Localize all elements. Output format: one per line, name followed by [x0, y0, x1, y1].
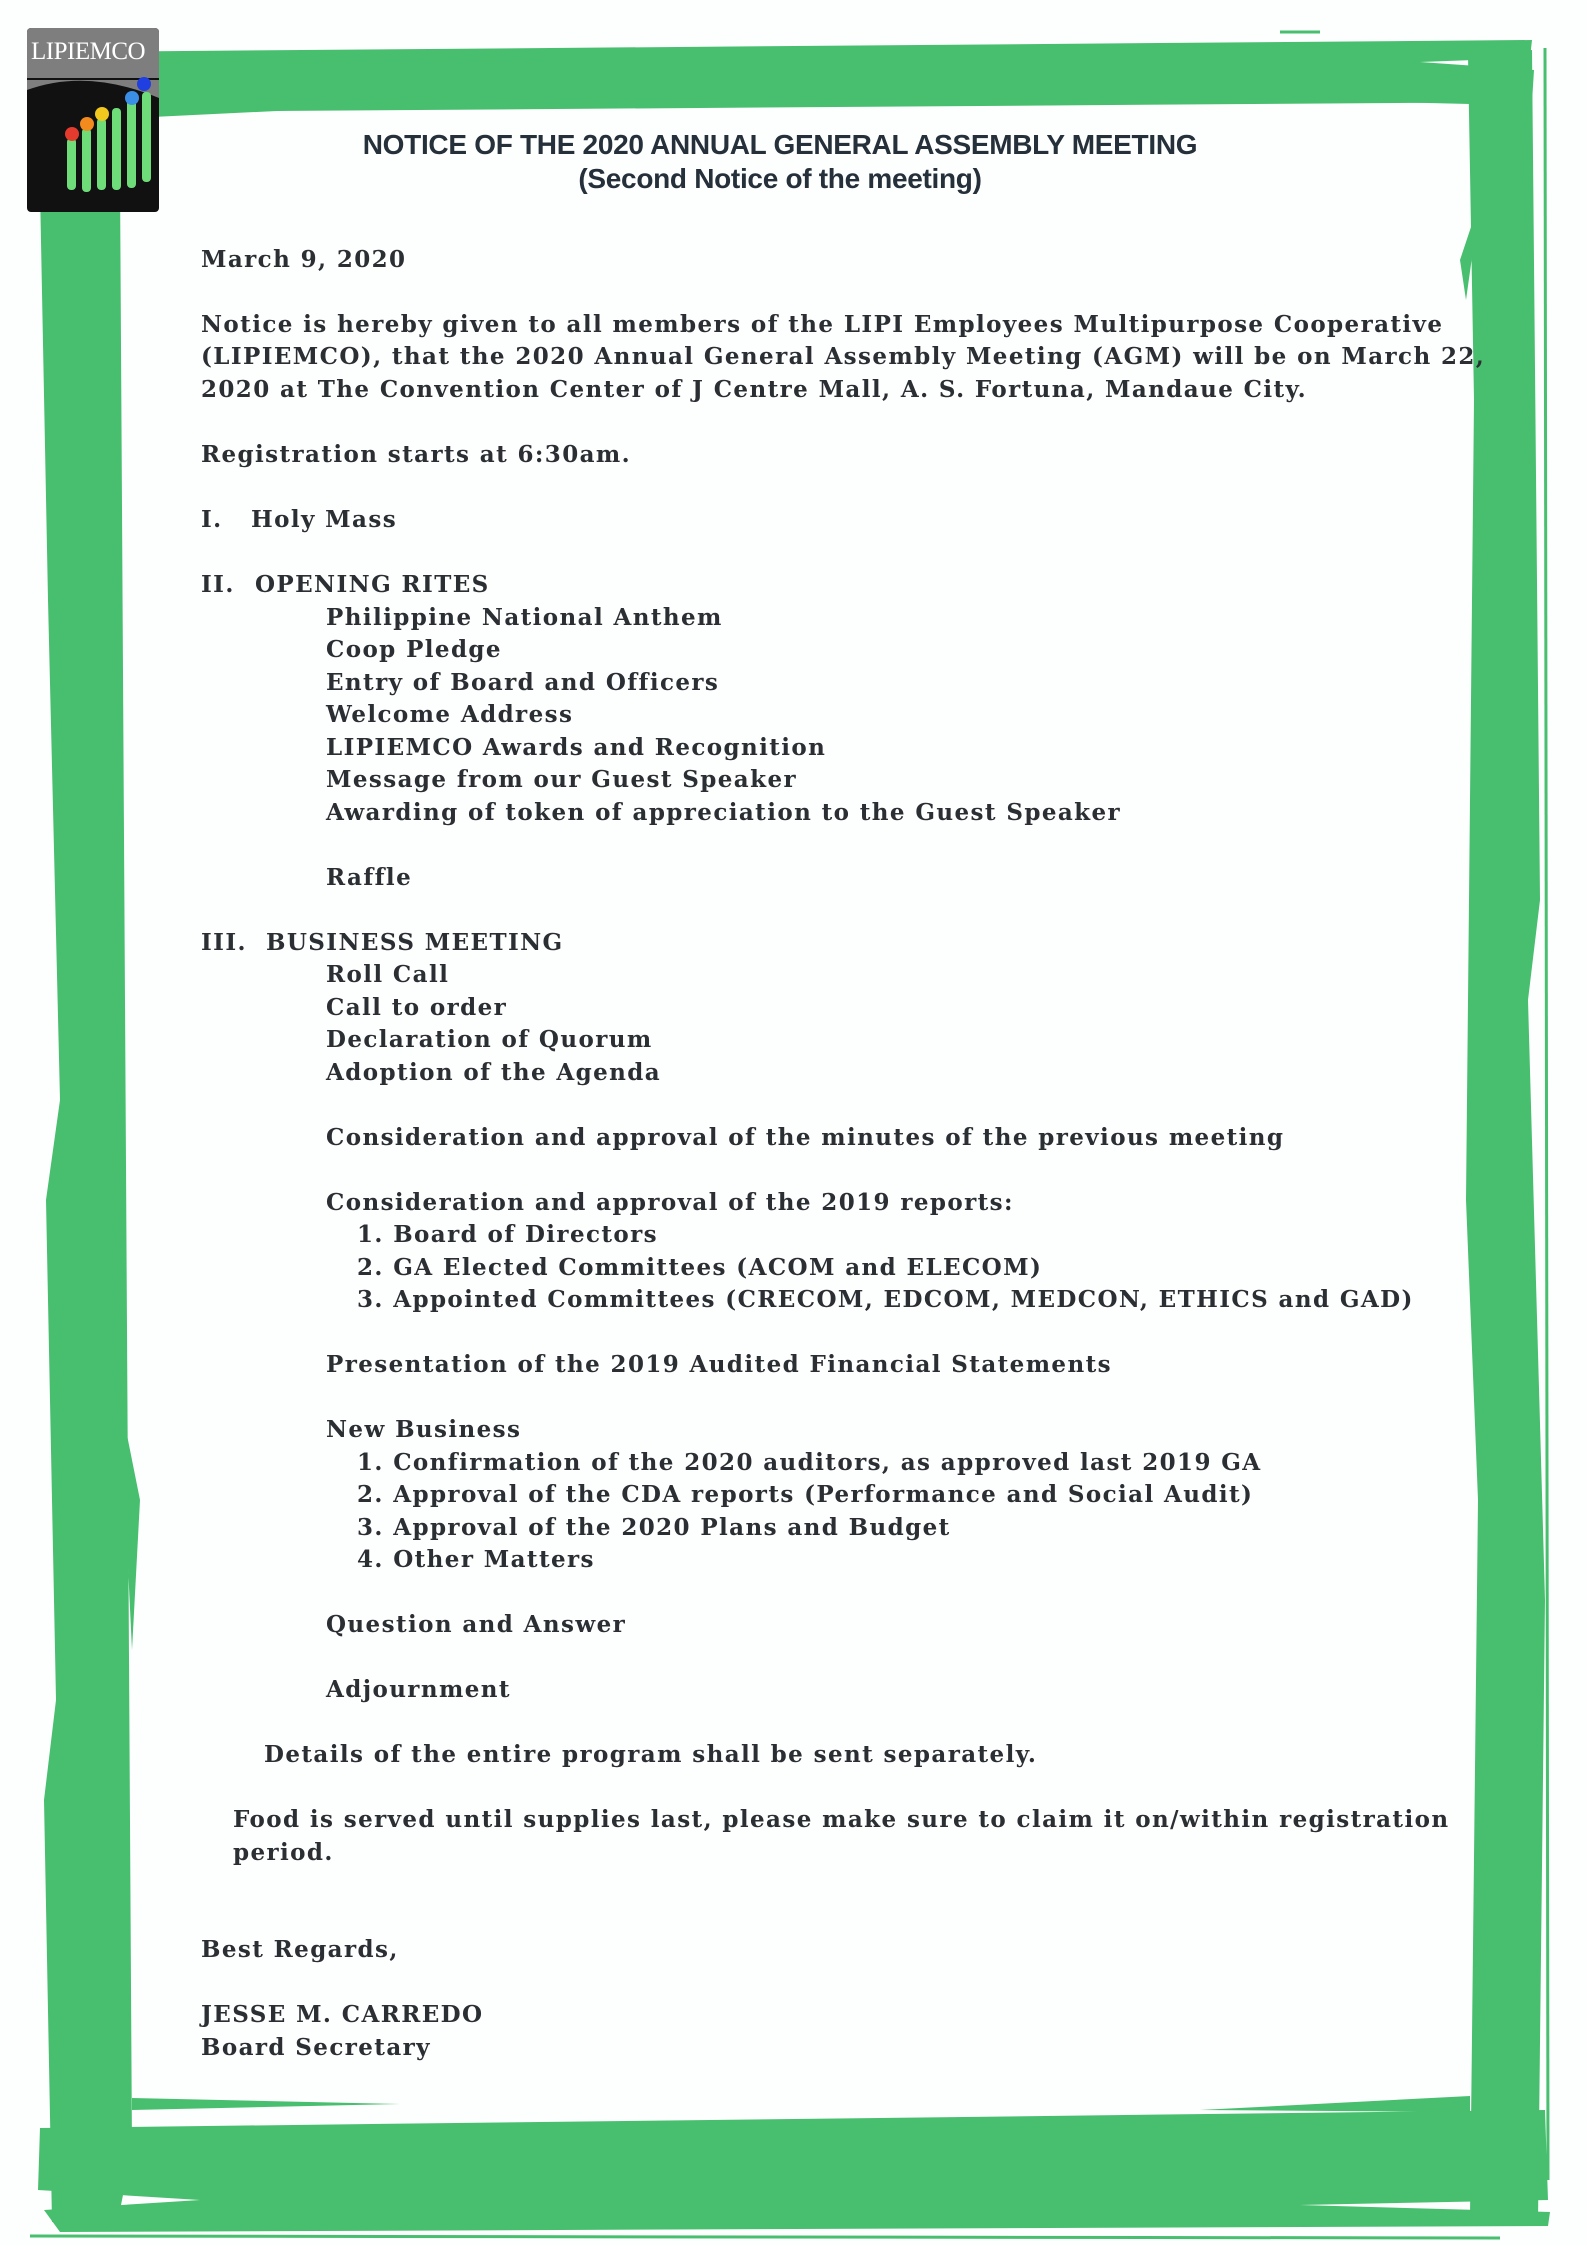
agenda-item: Call to order [326, 994, 508, 1021]
report-item: 2. GA Elected Committees (ACOM and ELECOM) [357, 1254, 1043, 1281]
section-title: BUSINESS MEETING [266, 929, 564, 956]
new-business-item: 3. Approval of the 2020 Plans and Budget [357, 1514, 951, 1541]
intro-line: 2020 at The Convention Center of J Centre Mall, A. S. Fortuna, Mandaue City. [201, 376, 1308, 403]
section-title: Holy Mass [251, 506, 398, 533]
section-number: I. [201, 506, 223, 533]
new-business-item: 4. Other Matters [357, 1546, 595, 1573]
agenda-item: Philippine National Anthem [326, 604, 723, 631]
food-note: Food is served until supplies last, please make sure to claim it on/within registration [233, 1806, 1450, 1833]
agenda-item: Awarding of token of appreciation to the Guest Speaker [326, 799, 1122, 826]
agenda-item: LIPIEMCO Awards and Recognition [326, 734, 827, 761]
report-item: 1. Board of Directors [357, 1221, 659, 1248]
notice-subtitle: (Second Notice of the meeting) [578, 163, 982, 194]
report-item: 3. Appointed Committees (CRECOM, EDCOM, MEDCON, ETHICS and GAD) [357, 1286, 1414, 1313]
agenda-item: Coop Pledge [326, 636, 502, 663]
agenda-item: Adoption of the Agenda [326, 1059, 662, 1086]
logo-bars-icon [27, 28, 159, 212]
intro-line: Notice is hereby given to all members of the LIPI Employees Multipurpose Cooperative [201, 311, 1444, 338]
section-title: OPENING RITES [255, 571, 490, 598]
agenda-item: New Business [326, 1416, 522, 1443]
new-business-item: 1. Confirmation of the 2020 auditors, as approved last 2019 GA [357, 1449, 1262, 1476]
new-business-item: 2. Approval of the CDA reports (Performance and Social Audit) [357, 1481, 1254, 1508]
signatory-position: Board Secretary [201, 2034, 431, 2061]
agenda-item: Question and Answer [326, 1611, 627, 1638]
agenda-item: Message from our Guest Speaker [326, 766, 797, 793]
signatory-name: JESSE M. CARREDO [201, 2001, 484, 2028]
agenda-item: Welcome Address [326, 701, 574, 728]
notice-date: March 9, 2020 [201, 246, 407, 273]
food-note: period. [233, 1839, 334, 1866]
agenda-item: Adjournment [326, 1676, 511, 1703]
details-note: Details of the entire program shall be sent separately. [264, 1741, 1038, 1768]
section-number: II. [201, 571, 235, 598]
intro-line: (LIPIEMCO), that the 2020 Annual General Assembly Meeting (AGM) will be on March 22, [201, 343, 1486, 370]
agenda-item: Entry of Board and Officers [326, 669, 720, 696]
lipiemco-logo [27, 28, 159, 212]
registration-note: Registration starts at 6:30am. [201, 441, 632, 468]
agenda-item: Raffle [326, 864, 413, 891]
agenda-item: Presentation of the 2019 Audited Financial Statements [326, 1351, 1112, 1378]
agenda-item: Consideration and approval of the minutes of the previous meeting [326, 1124, 1285, 1151]
logo-text: LIPIEMCO [31, 38, 146, 65]
section-number: III. [201, 929, 247, 956]
agenda-item: Declaration of Quorum [326, 1026, 653, 1053]
closing: Best Regards, [201, 1936, 399, 1963]
agenda-item: Consideration and approval of the 2019 reports: [326, 1189, 1014, 1216]
agenda-item: Roll Call [326, 961, 450, 988]
notice-title: NOTICE OF THE 2020 ANNUAL GENERAL ASSEMBLY MEETING [362, 129, 1198, 160]
